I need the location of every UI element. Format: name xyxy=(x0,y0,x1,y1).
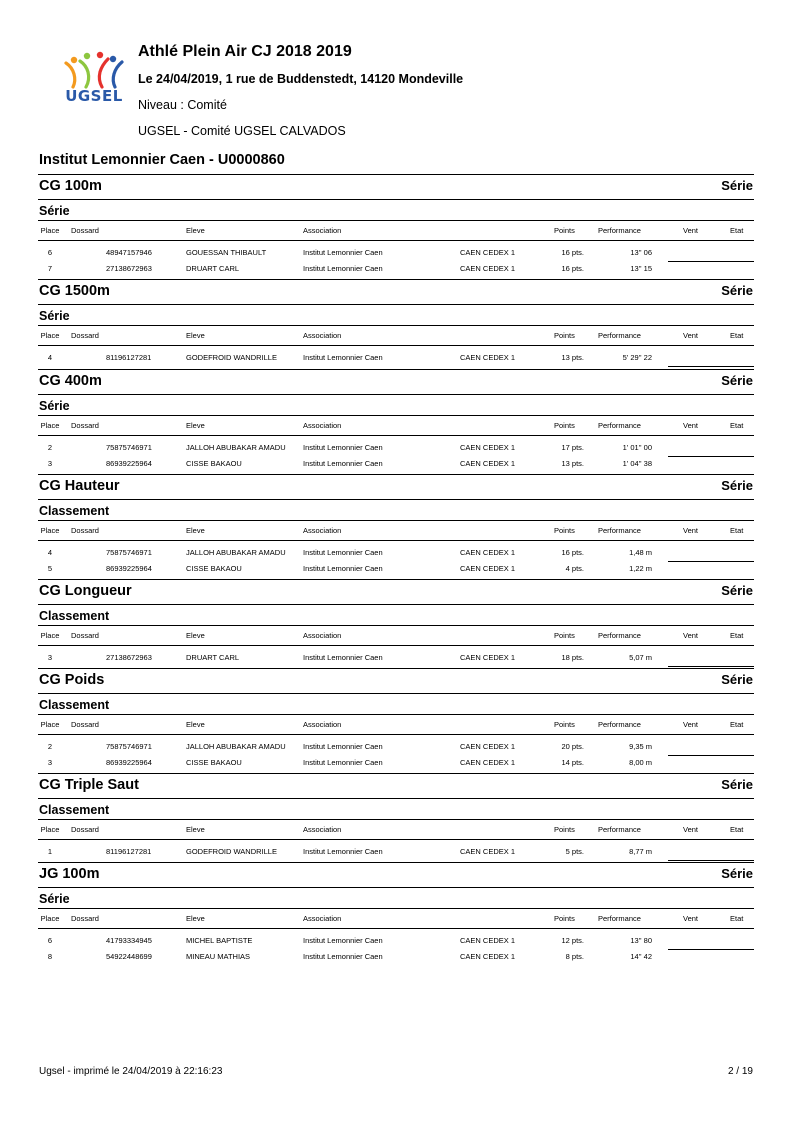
points-cell: 4 pts. xyxy=(565,564,584,573)
bib-number-cell: 75875746971 xyxy=(106,742,152,751)
city-cell: CAEN CEDEX 1 xyxy=(460,248,516,257)
event-name: CG 400m xyxy=(39,373,102,389)
points-cell: 16 pts. xyxy=(561,248,584,257)
col-eleve-header: Eleve xyxy=(186,720,205,729)
event-name: CG Hauteur xyxy=(39,478,120,494)
event-subtitle-bar xyxy=(38,604,754,625)
athlete-name-cell: GODEFROID WANDRILLE xyxy=(186,847,277,856)
col-association-header: Association xyxy=(303,421,342,430)
city-cell: CAEN CEDEX 1 xyxy=(460,353,516,362)
association-cell: Institut Lemonnier Caen xyxy=(303,847,383,856)
results-table xyxy=(38,541,754,577)
place-cell: 3 xyxy=(47,653,53,662)
wind-status-underline xyxy=(668,545,754,562)
results-table xyxy=(38,346,754,366)
event-section xyxy=(38,174,754,277)
col-association-header: Association xyxy=(303,331,342,340)
performance-cell: 5' 29'' 22 xyxy=(622,353,652,362)
event-subtitle: Classement xyxy=(39,504,110,518)
col-dossard-header: Dossard xyxy=(71,526,99,535)
event-type: Série xyxy=(721,373,753,388)
event-section xyxy=(38,474,754,577)
col-vent-header: Vent xyxy=(683,526,699,535)
city-cell: CAEN CEDEX 1 xyxy=(460,758,516,767)
column-headers xyxy=(38,625,754,646)
col-association-header: Association xyxy=(303,526,342,535)
event-header xyxy=(38,474,754,499)
event-subtitle-bar xyxy=(38,693,754,714)
table-row xyxy=(38,844,754,860)
col-eleve-header: Eleve xyxy=(186,914,205,923)
meeting-level: Niveau : Comité xyxy=(138,98,227,112)
points-cell: 14 pts. xyxy=(561,758,584,767)
col-etat-header: Etat xyxy=(730,421,744,430)
performance-cell: 13'' 80 xyxy=(630,936,652,945)
col-etat-header: Etat xyxy=(730,331,744,340)
col-etat-header: Etat xyxy=(730,914,744,923)
performance-cell: 1,22 m xyxy=(629,564,652,573)
col-etat-header: Etat xyxy=(730,226,744,235)
col-association-header: Association xyxy=(303,914,342,923)
athlete-name-cell: CISSE BAKAOU xyxy=(186,758,242,767)
col-performance-header: Performance xyxy=(598,421,641,430)
meeting-title: Athlé Plein Air CJ 2018 2019 xyxy=(138,43,352,60)
association-cell: Institut Lemonnier Caen xyxy=(303,443,383,452)
results-table xyxy=(38,929,754,965)
col-points-header: Points xyxy=(554,720,575,729)
results-table xyxy=(38,735,754,771)
association-cell: Institut Lemonnier Caen xyxy=(303,564,383,573)
points-cell: 17 pts. xyxy=(561,443,584,452)
city-cell: CAEN CEDEX 1 xyxy=(460,952,516,961)
print-timestamp: Ugsel - imprimé le 24/04/2019 à 22:16:23 xyxy=(39,1066,223,1077)
col-eleve-header: Eleve xyxy=(186,421,205,430)
wind-status-underline xyxy=(668,739,754,756)
athlete-name-cell: DRUART CARL xyxy=(186,653,240,662)
event-subtitle-bar xyxy=(38,304,754,325)
event-section xyxy=(38,369,754,472)
event-header xyxy=(38,773,754,798)
col-vent-header: Vent xyxy=(683,331,699,340)
table-row xyxy=(38,245,754,261)
col-place-header: Place xyxy=(40,631,60,640)
association-cell: Institut Lemonnier Caen xyxy=(303,459,383,468)
col-dossard-header: Dossard xyxy=(71,914,99,923)
athlete-name-cell: JALLOH ABUBAKAR AMADU xyxy=(186,443,286,452)
points-cell: 18 pts. xyxy=(561,653,584,662)
col-points-header: Points xyxy=(554,825,575,834)
event-name: CG Poids xyxy=(39,672,105,688)
performance-cell: 13'' 15 xyxy=(630,264,652,273)
athlete-name-cell: GODEFROID WANDRILLE xyxy=(186,353,277,362)
athlete-name-cell: GOUESSAN THIBAULT xyxy=(186,248,267,257)
column-headers xyxy=(38,415,754,436)
col-eleve-header: Eleve xyxy=(186,825,205,834)
col-etat-header: Etat xyxy=(730,720,744,729)
col-eleve-header: Eleve xyxy=(186,226,205,235)
col-performance-header: Performance xyxy=(598,331,641,340)
performance-cell: 8,00 m xyxy=(629,758,652,767)
wind-status-underline xyxy=(668,350,754,367)
table-row xyxy=(38,545,754,561)
event-subtitle-bar xyxy=(38,798,754,819)
city-cell: CAEN CEDEX 1 xyxy=(460,936,516,945)
event-section xyxy=(38,773,754,860)
col-performance-header: Performance xyxy=(598,226,641,235)
col-place-header: Place xyxy=(40,226,60,235)
col-dossard-header: Dossard xyxy=(71,720,99,729)
wind-status-underline xyxy=(668,933,754,950)
city-cell: CAEN CEDEX 1 xyxy=(460,847,516,856)
association-cell: Institut Lemonnier Caen xyxy=(303,248,383,257)
event-type: Série xyxy=(721,478,753,493)
place-cell: 6 xyxy=(47,936,53,945)
col-association-header: Association xyxy=(303,631,342,640)
points-cell: 13 pts. xyxy=(561,353,584,362)
bib-number-cell: 81196127281 xyxy=(106,353,152,362)
event-type: Série xyxy=(721,283,753,298)
city-cell: CAEN CEDEX 1 xyxy=(460,459,516,468)
athlete-name-cell: DRUART CARL xyxy=(186,264,240,273)
city-cell: CAEN CEDEX 1 xyxy=(460,443,516,452)
place-cell: 7 xyxy=(47,264,53,273)
points-cell: 16 pts. xyxy=(561,264,584,273)
col-points-header: Points xyxy=(554,526,575,535)
athlete-name-cell: JALLOH ABUBAKAR AMADU xyxy=(186,548,286,557)
event-subtitle-bar xyxy=(38,199,754,220)
col-vent-header: Vent xyxy=(683,914,699,923)
meeting-organizer: UGSEL - Comité UGSEL CALVADOS xyxy=(138,124,346,138)
table-row xyxy=(38,755,754,771)
bib-number-cell: 75875746971 xyxy=(106,548,152,557)
place-cell: 3 xyxy=(47,758,53,767)
col-etat-header: Etat xyxy=(730,631,744,640)
col-dossard-header: Dossard xyxy=(71,226,99,235)
event-header xyxy=(38,668,754,693)
event-subtitle: Classement xyxy=(39,609,110,623)
col-performance-header: Performance xyxy=(598,914,641,923)
event-subtitle: Série xyxy=(39,309,70,323)
col-vent-header: Vent xyxy=(683,226,699,235)
table-row xyxy=(38,561,754,577)
col-performance-header: Performance xyxy=(598,631,641,640)
place-cell: 4 xyxy=(47,353,53,362)
col-dossard-header: Dossard xyxy=(71,631,99,640)
col-points-header: Points xyxy=(554,226,575,235)
event-name: CG Triple Saut xyxy=(39,777,139,793)
city-cell: CAEN CEDEX 1 xyxy=(460,264,516,273)
col-vent-header: Vent xyxy=(683,631,699,640)
association-cell: Institut Lemonnier Caen xyxy=(303,758,383,767)
event-subtitle: Série xyxy=(39,204,70,218)
col-eleve-header: Eleve xyxy=(186,631,205,640)
association-cell: Institut Lemonnier Caen xyxy=(303,264,383,273)
bib-number-cell: 75875746971 xyxy=(106,443,152,452)
event-type: Série xyxy=(721,583,753,598)
place-cell: 8 xyxy=(47,952,53,961)
col-vent-header: Vent xyxy=(683,421,699,430)
event-header xyxy=(38,174,754,199)
city-cell: CAEN CEDEX 1 xyxy=(460,742,516,751)
page-number: 2 / 19 xyxy=(727,1066,753,1077)
event-section xyxy=(38,279,754,366)
table-row xyxy=(38,440,754,456)
event-header xyxy=(38,862,754,887)
bib-number-cell: 48947157946 xyxy=(106,248,152,257)
event-type: Série xyxy=(721,866,753,881)
col-place-header: Place xyxy=(40,421,60,430)
column-headers xyxy=(38,520,754,541)
col-vent-header: Vent xyxy=(683,720,699,729)
col-place-header: Place xyxy=(40,331,60,340)
place-cell: 5 xyxy=(47,564,53,573)
col-place-header: Place xyxy=(40,825,60,834)
points-cell: 16 pts. xyxy=(561,548,584,557)
column-headers xyxy=(38,819,754,840)
column-headers xyxy=(38,714,754,735)
city-cell: CAEN CEDEX 1 xyxy=(460,564,516,573)
bib-number-cell: 27138672963 xyxy=(106,653,152,662)
col-performance-header: Performance xyxy=(598,720,641,729)
athlete-name-cell: MICHEL BAPTISTE xyxy=(186,936,253,945)
performance-cell: 1' 04'' 38 xyxy=(622,459,652,468)
association-cell: Institut Lemonnier Caen xyxy=(303,353,383,362)
place-cell: 2 xyxy=(47,742,53,751)
col-place-header: Place xyxy=(40,720,60,729)
event-subtitle: Série xyxy=(39,892,70,906)
city-cell: CAEN CEDEX 1 xyxy=(460,548,516,557)
association-cell: Institut Lemonnier Caen xyxy=(303,548,383,557)
col-vent-header: Vent xyxy=(683,825,699,834)
points-cell: 12 pts. xyxy=(561,936,584,945)
event-subtitle-bar xyxy=(38,394,754,415)
association-cell: Institut Lemonnier Caen xyxy=(303,952,383,961)
table-row xyxy=(38,949,754,965)
col-association-header: Association xyxy=(303,825,342,834)
event-section xyxy=(38,862,754,965)
event-subtitle-bar xyxy=(38,887,754,908)
col-points-header: Points xyxy=(554,914,575,923)
column-headers xyxy=(38,325,754,346)
col-place-header: Place xyxy=(40,914,60,923)
event-subtitle: Classement xyxy=(39,803,110,817)
results-table xyxy=(38,241,754,277)
place-cell: 1 xyxy=(47,847,53,856)
points-cell: 13 pts. xyxy=(561,459,584,468)
event-section xyxy=(38,579,754,666)
table-row xyxy=(38,739,754,755)
institution-heading: Institut Lemonnier Caen - U0000860 xyxy=(39,152,285,168)
association-cell: Institut Lemonnier Caen xyxy=(303,742,383,751)
place-cell: 2 xyxy=(47,443,53,452)
col-points-header: Points xyxy=(554,631,575,640)
performance-cell: 9,35 m xyxy=(629,742,652,751)
athlete-name-cell: JALLOH ABUBAKAR AMADU xyxy=(186,742,286,751)
event-name: CG 1500m xyxy=(39,283,110,299)
event-name: CG Longueur xyxy=(39,583,132,599)
performance-cell: 1,48 m xyxy=(629,548,652,557)
performance-cell: 13'' 06 xyxy=(630,248,652,257)
athlete-name-cell: CISSE BAKAOU xyxy=(186,459,242,468)
col-dossard-header: Dossard xyxy=(71,421,99,430)
event-subtitle-bar xyxy=(38,499,754,520)
results-table xyxy=(38,646,754,666)
bib-number-cell: 81196127281 xyxy=(106,847,152,856)
results-table xyxy=(38,436,754,472)
event-subtitle: Classement xyxy=(39,698,110,712)
logo-text: UGSEL xyxy=(65,87,123,105)
col-etat-header: Etat xyxy=(730,526,744,535)
col-dossard-header: Dossard xyxy=(71,825,99,834)
col-points-header: Points xyxy=(554,331,575,340)
event-type: Série xyxy=(721,672,753,687)
bib-number-cell: 54922448699 xyxy=(106,952,152,961)
table-row xyxy=(38,261,754,277)
table-row xyxy=(38,456,754,472)
col-association-header: Association xyxy=(303,226,342,235)
wind-status-underline xyxy=(668,245,754,262)
wind-status-underline xyxy=(668,440,754,457)
table-row xyxy=(38,350,754,366)
bib-number-cell: 86939225964 xyxy=(106,459,152,468)
col-points-header: Points xyxy=(554,421,575,430)
col-etat-header: Etat xyxy=(730,825,744,834)
place-cell: 3 xyxy=(47,459,53,468)
city-cell: CAEN CEDEX 1 xyxy=(460,653,516,662)
place-cell: 4 xyxy=(47,548,53,557)
athlete-name-cell: MINEAU MATHIAS xyxy=(186,952,251,961)
event-name: JG 100m xyxy=(39,866,100,882)
bib-number-cell: 41793334945 xyxy=(106,936,152,945)
event-subtitle: Série xyxy=(39,399,70,413)
performance-cell: 5,07 m xyxy=(629,653,652,662)
event-header xyxy=(38,369,754,394)
association-cell: Institut Lemonnier Caen xyxy=(303,653,383,662)
results-table xyxy=(38,840,754,860)
col-dossard-header: Dossard xyxy=(71,331,99,340)
column-headers xyxy=(38,220,754,241)
col-place-header: Place xyxy=(40,526,60,535)
bib-number-cell: 27138672963 xyxy=(106,264,152,273)
points-cell: 20 pts. xyxy=(561,742,584,751)
event-type: Série xyxy=(721,178,753,193)
column-headers xyxy=(38,908,754,929)
event-section xyxy=(38,668,754,771)
performance-cell: 1' 01'' 00 xyxy=(622,443,652,452)
col-performance-header: Performance xyxy=(598,526,641,535)
bib-number-cell: 86939225964 xyxy=(106,758,152,767)
col-performance-header: Performance xyxy=(598,825,641,834)
performance-cell: 14'' 42 xyxy=(630,952,652,961)
col-association-header: Association xyxy=(303,720,342,729)
table-row xyxy=(38,650,754,666)
wind-status-underline xyxy=(668,844,754,861)
points-cell: 5 pts. xyxy=(565,847,584,856)
col-eleve-header: Eleve xyxy=(186,526,205,535)
points-cell: 8 pts. xyxy=(565,952,584,961)
performance-cell: 8,77 m xyxy=(629,847,652,856)
place-cell: 6 xyxy=(47,248,53,257)
athlete-name-cell: CISSE BAKAOU xyxy=(186,564,242,573)
event-header xyxy=(38,579,754,604)
meeting-date-place: Le 24/04/2019, 1 rue de Buddenstedt, 14120 Mondeville xyxy=(138,72,464,86)
table-row xyxy=(38,933,754,949)
association-cell: Institut Lemonnier Caen xyxy=(303,936,383,945)
event-header xyxy=(38,279,754,304)
col-eleve-header: Eleve xyxy=(186,331,205,340)
wind-status-underline xyxy=(668,650,754,667)
bib-number-cell: 86939225964 xyxy=(106,564,152,573)
event-name: CG 100m xyxy=(39,178,102,194)
event-type: Série xyxy=(721,777,753,792)
